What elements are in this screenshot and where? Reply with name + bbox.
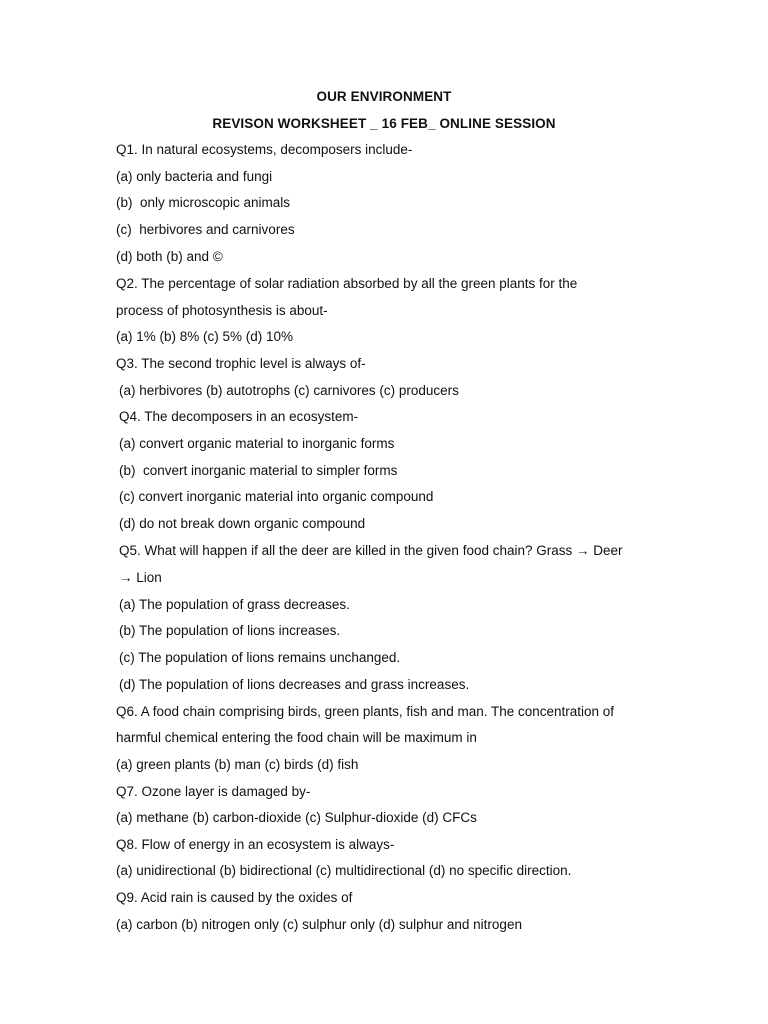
question-4-option-b: (b) convert inorganic material to simpler forms bbox=[119, 463, 398, 478]
question-6-options: (a) green plants (b) man (c) birds (d) fish bbox=[116, 757, 359, 772]
document-subtitle: REVISON WORKSHEET _ 16 FEB_ ONLINE SESSION bbox=[212, 116, 556, 131]
question-8-options: (a) unidirectional (b) bidirectional (c) multidirectional (d) no specific direction. bbox=[116, 863, 572, 878]
question-6: Q6. A food chain comprising birds, green plants, fish and man. The concentration of bbox=[116, 704, 615, 719]
question-1-option-d: (d) both (b) and © bbox=[116, 249, 223, 264]
question-3: Q3. The second trophic level is always of- bbox=[116, 356, 366, 371]
question-5-continued: → Lion bbox=[119, 570, 162, 585]
question-6-continued: harmful chemical entering the food chain will be maximum in bbox=[116, 730, 477, 745]
question-9: Q9. Acid rain is caused by the oxides of bbox=[116, 890, 353, 905]
question-2-continued: process of photosynthesis is about- bbox=[116, 303, 328, 318]
question-3-options: (a) herbivores (b) autotrophs (c) carnivores (c) producers bbox=[119, 383, 459, 398]
question-2-options: (a) 1% (b) 8% (c) 5% (d) 10% bbox=[116, 329, 294, 344]
question-2: Q2. The percentage of solar radiation absorbed by all the green plants for the bbox=[116, 276, 578, 291]
question-4-option-d: (d) do not break down organic compound bbox=[119, 516, 366, 531]
question-4-option-c: (c) convert inorganic material into organic compound bbox=[119, 489, 434, 504]
question-1-option-b: (b) only microscopic animals bbox=[116, 195, 291, 210]
question-4-option-a: (a) convert organic material to inorganic forms bbox=[119, 436, 395, 451]
question-8: Q8. Flow of energy in an ecosystem is always- bbox=[116, 837, 395, 852]
question-5-option-d: (d) The population of lions decreases and grass increases. bbox=[119, 677, 470, 692]
question-1: Q1. In natural ecosystems, decomposers include- bbox=[116, 142, 413, 157]
question-4: Q4. The decomposers in an ecosystem- bbox=[119, 409, 359, 424]
document-title: OUR ENVIRONMENT bbox=[316, 89, 452, 104]
question-5: Q5. What will happen if all the deer are killed in the given food chain? Grass → Deer bbox=[119, 543, 623, 558]
question-7: Q7. Ozone layer is damaged by- bbox=[116, 784, 311, 799]
question-1-option-c: (c) herbivores and carnivores bbox=[116, 222, 295, 237]
question-1-option-a: (a) only bacteria and fungi bbox=[116, 169, 273, 184]
question-9-options: (a) carbon (b) nitrogen only (c) sulphur only (d) sulphur and nitrogen bbox=[116, 917, 522, 932]
question-7-options: (a) methane (b) carbon-dioxide (c) Sulphur-dioxide (d) CFCs bbox=[116, 810, 477, 825]
question-5-option-c: (c) The population of lions remains unchanged. bbox=[119, 650, 401, 665]
question-5-option-a: (a) The population of grass decreases. bbox=[119, 597, 350, 612]
question-5-option-b: (b) The population of lions increases. bbox=[119, 623, 341, 638]
